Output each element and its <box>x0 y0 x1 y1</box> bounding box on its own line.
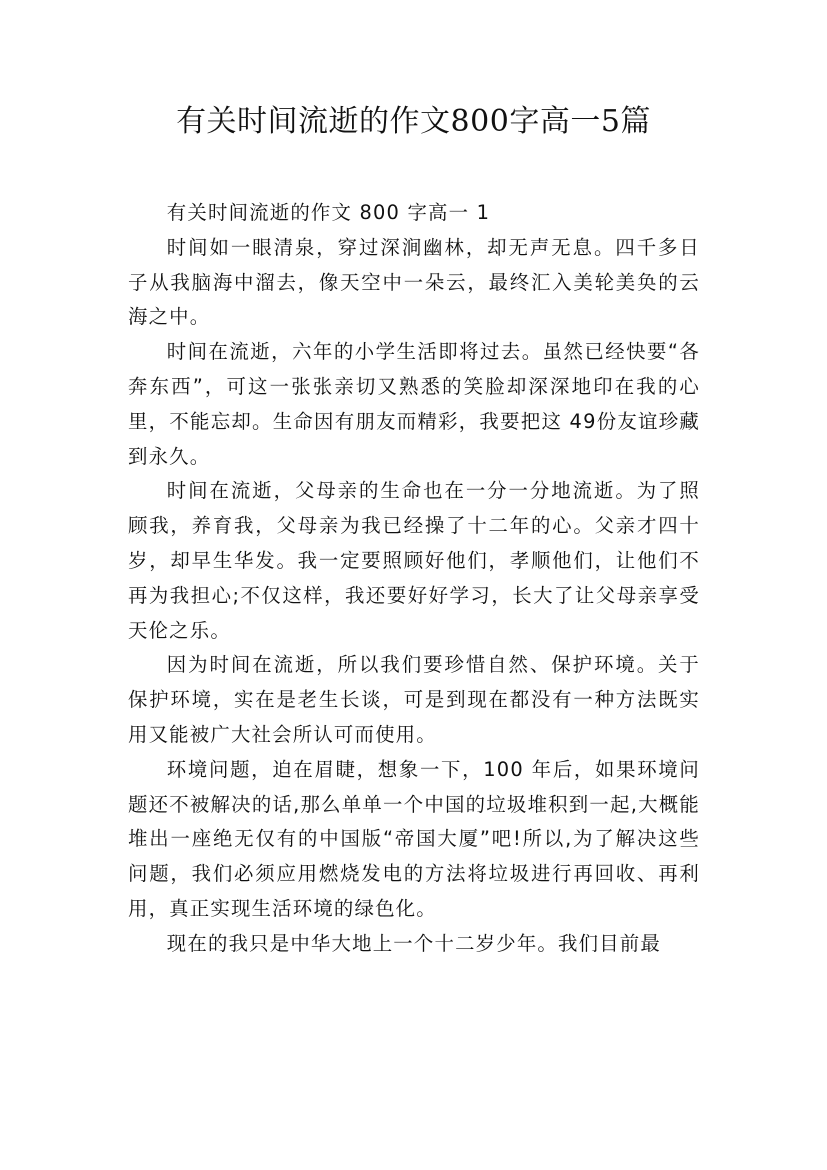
paragraph: 环境问题，迫在眉睫，想象一下，100 年后，如果环境问题还不被解决的话,那么单单一个中国的垃圾堆积到一起,大概能堆出一座绝无仅有的中国版“帝国大厦”吧!所以,为了解决这些问题，我们必须应用燃烧发电的方法将垃圾进行再回收、再利用，真正实现生活环境的绿色化。 <box>128 757 700 920</box>
paragraph: 现在的我只是中华大地上一个十二岁少年。我们目前最 <box>166 931 661 955</box>
essay-subtitle: 有关时间流逝的作文 800 字高一 1 <box>166 201 491 224</box>
paragraph: 时间在流逝，六年的小学生活即将过去。虽然已经快要“各奔东西”，可这一张张亲切又熟悉的笑脸却深深地印在我的心里，不能忘却。生命因有朋友而精彩，我要把这 49份友谊珍藏到永久。 <box>128 340 700 468</box>
paragraph: 时间如一眼清泉，穿过深涧幽林，却无声无息。四千多日子从我脑海中溜去，像天空中一朵云，最终汇入美轮美奂的云海之中。 <box>128 235 700 329</box>
paragraph: 时间在流逝，父母亲的生命也在一分一分地流逝。为了照顾我，养育我，父母亲为我已经操了十二年的心。父亲才四十岁，却早生华发。我一定要照顾好他们，孝顺他们，让他们不再为我担心;不仅这样，我还要好好学习，长大了让父母亲享受天伦之乐。 <box>128 479 700 642</box>
document-title: 有关时间流逝的作文800字高一5篇 <box>176 104 651 139</box>
document-body <box>128 196 700 962</box>
paragraph: 因为时间在流逝，所以我们要珍惜自然、保护环境。关于保护环境，实在是老生长谈，可是到现在都没有一种方法既实用又能被广大社会所认可而使用。 <box>128 653 700 746</box>
